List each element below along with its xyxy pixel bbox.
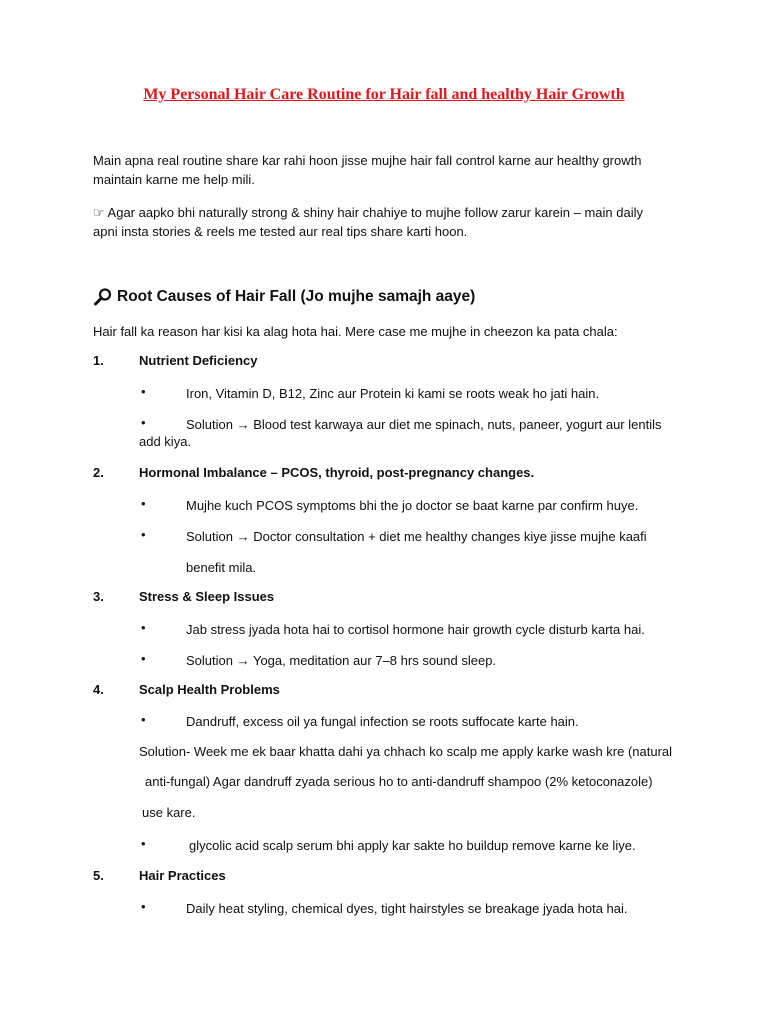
solution-text: Solution- Week me ek baar khatta dahi ya chhach ko scalp me apply karke wash kre (natural xyxy=(139,744,673,759)
bullet-text: Jab stress jyada hota hai to cortisol hormone hair growth cycle disturb karta hai. xyxy=(186,622,645,637)
bullet-text: Iron, Vitamin D, B12, Zinc aur Protein ki kami se roots weak ho jati hain. xyxy=(186,386,600,401)
bullet-text: Mujhe kuch PCOS symptoms bhi the jo doctor se baat karne par confirm huye. xyxy=(186,498,639,513)
item-number: 2. xyxy=(93,465,104,480)
bullet-icon: • xyxy=(141,496,146,511)
bullet-icon: • xyxy=(141,836,146,851)
solution-text: anti-fungal) Agar dandruff zyada serious ho to anti-dandruff shampoo (2% ketoconazole) xyxy=(145,774,653,789)
bullet-icon: • xyxy=(141,899,146,914)
page-title: My Personal Hair Care Routine for Hair fall and healthy Hair Growth xyxy=(143,86,625,103)
bullet-text: Solution → Doctor consultation + diet me healthy changes kiye jisse mujhe kaafi xyxy=(186,529,647,544)
bullet-icon: • xyxy=(141,620,146,635)
bullet-text: Daily heat styling, chemical dyes, tight hairstyles se breakage jyada hota hai. xyxy=(186,901,628,916)
item-title: Nutrient Deficiency xyxy=(139,353,258,368)
section-heading xyxy=(93,287,475,307)
intro-line: Main apna real routine share kar rahi hoon jisse mujhe hair fall control karne aur healthy growth xyxy=(93,153,642,168)
bullet-text: Dandruff, excess oil ya fungal infection se roots suffocate karte hain. xyxy=(186,714,579,729)
item-title: Hormonal Imbalance – PCOS, thyroid, post-pregnancy changes. xyxy=(139,465,535,480)
item-number: 3. xyxy=(93,589,104,604)
bullet-icon: • xyxy=(141,527,146,542)
item-title: Stress & Sleep Issues xyxy=(139,589,275,604)
bullet-text: Solution → Blood test karwaya aur diet me spinach, nuts, paneer, yogurt aur lentils xyxy=(186,417,662,432)
item-title: Scalp Health Problems xyxy=(139,682,280,697)
solution-text: use kare. xyxy=(142,805,196,820)
intro-line: ☞ Agar aapko bhi naturally strong & shiny hair chahiye to mujhe follow zarur karein – main daily xyxy=(93,205,643,220)
bullet-icon: • xyxy=(141,384,146,399)
bullet-icon: • xyxy=(141,712,146,727)
intro-line: maintain karne me help mili. xyxy=(93,172,255,187)
intro-line: apni insta stories & reels me tested aur real tips share karti hoon. xyxy=(93,224,468,239)
bullet-text-continued: add kiya. xyxy=(139,434,192,449)
magnifier-icon xyxy=(93,287,113,307)
bullet-text: glycolic acid scalp serum bhi apply kar sakte ho buildup remove karne ke liye. xyxy=(189,838,636,853)
bullet-text-continued: benefit mila. xyxy=(186,560,257,575)
item-number: 5. xyxy=(93,868,104,883)
item-number: 4. xyxy=(93,682,104,697)
item-number: 1. xyxy=(93,353,104,368)
section-heading-text: Root Causes of Hair Fall (Jo mujhe samajh aaye) xyxy=(117,288,476,305)
bullet-icon: • xyxy=(141,415,146,430)
section-lead: Hair fall ka reason har kisi ka alag hota hai. Mere case me mujhe in cheezon ka pata chala: xyxy=(93,324,618,339)
item-title: Hair Practices xyxy=(139,868,226,883)
bullet-text: Solution → Yoga, meditation aur 7–8 hrs sound sleep. xyxy=(186,653,497,668)
bullet-icon: • xyxy=(141,651,146,666)
